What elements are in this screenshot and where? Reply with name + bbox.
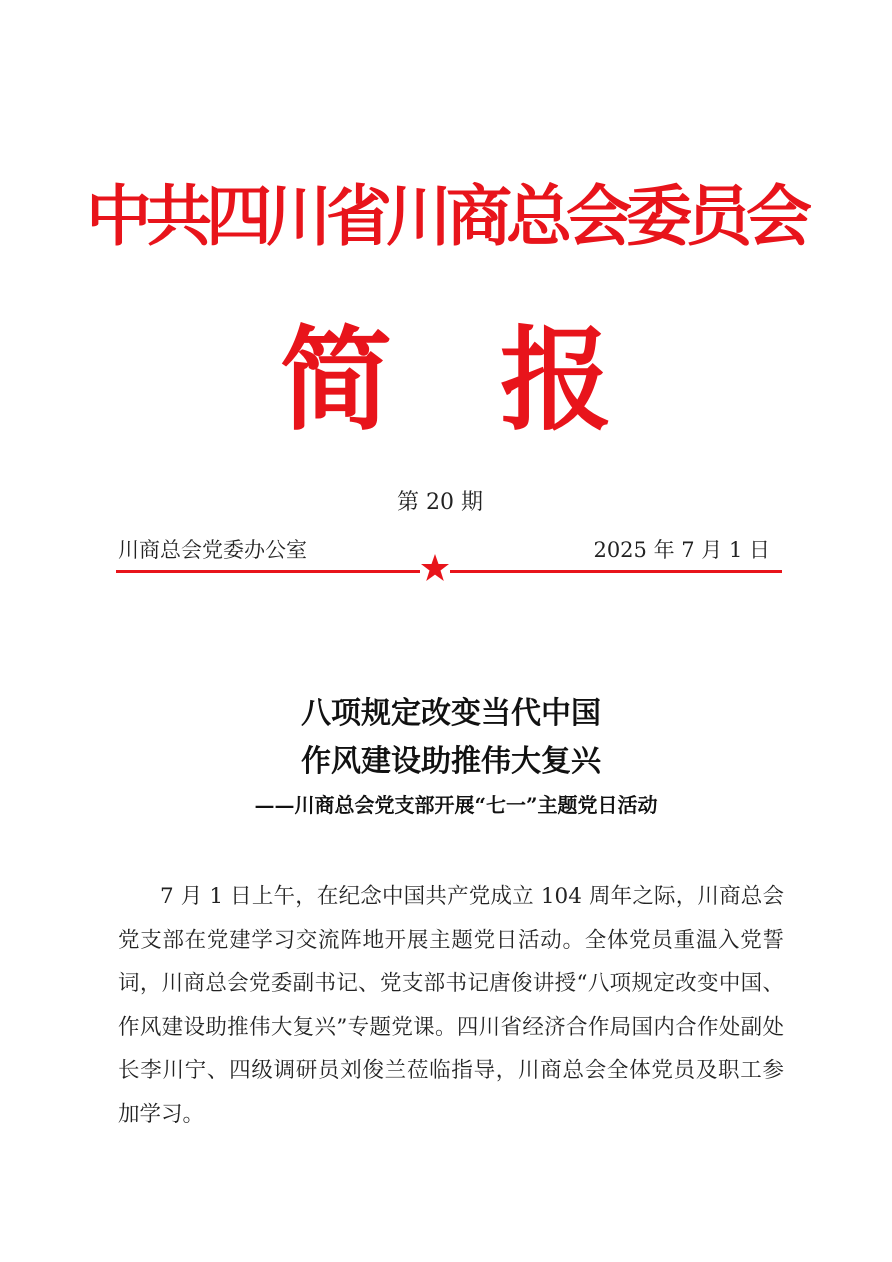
red-star-icon [419,552,451,584]
document-type-char-1: 简 [280,315,392,446]
headline-line-1: 八项规定改变当代中国 [301,696,601,731]
article-headline [0,690,892,786]
header-rule-left [116,570,420,573]
header-rule-right [450,570,782,573]
issue-date: 2025 年 7 月 1 日 [593,538,770,562]
organization-title: 中共四川省川商总会委员会 [86,178,806,255]
issue-number: 第 20 期 [397,490,483,515]
headline-line-2: 作风建设助推伟大复兴 [301,744,601,779]
issuing-office: 川商总会党委办公室 [118,538,307,562]
document-type-char-2: 报 [500,315,612,446]
article-subtitle: ——川商总会党支部开展“七一”主题党日活动 [254,793,658,817]
document-type-title [0,306,892,456]
article-paragraph: 7 月 1 日上午，在纪念中国共产党成立 104 周年之际，川商总会党支部在党建学习交流阵地开展主题党日活动。全体党员重温入党誓词，川商总会党委副书记、党支部书记唐俊讲授“八项规定改变中国、作风建设助推伟大复兴”专题党课。四川省经济合作局国内合作处副处长李川宁、四级调研员刘俊兰莅临指导，川商总会全体党员及职工参加学习。 [118,884,784,1127]
